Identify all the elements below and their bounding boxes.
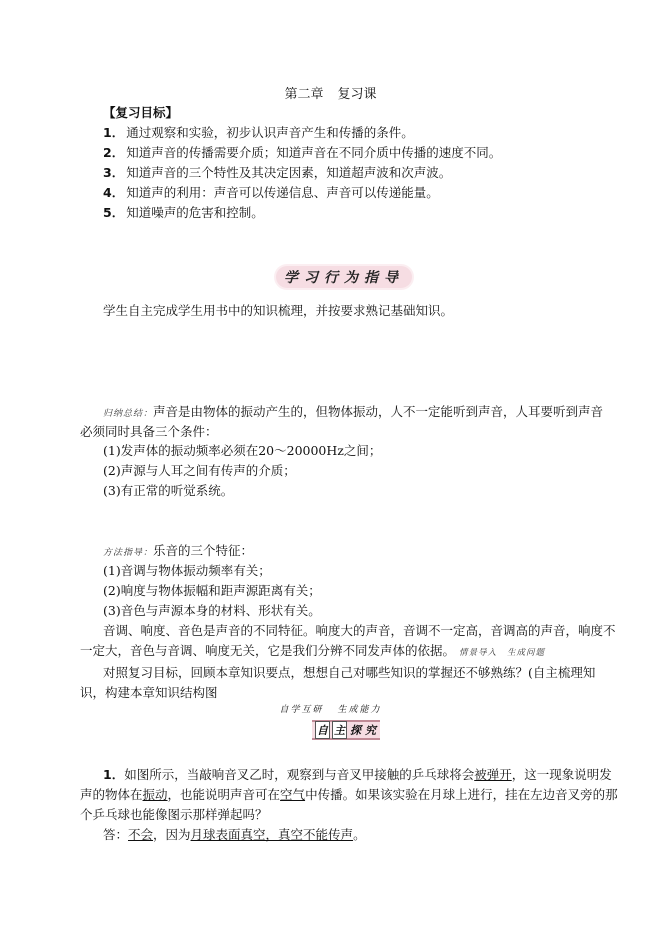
intro-text: 学生自主完成学生用书中的知识梳理，并按要求熟记基础知识。 [103, 303, 454, 318]
chapter-label: 第二章 [284, 87, 324, 102]
answer-blank: 月球表面真空，真空不能传声 [190, 827, 354, 842]
review-line-2: 识，构建本章知识结构图 [80, 685, 218, 700]
answer-line: 答：不会，因为月球表面真空，真空不能传声。 [103, 827, 366, 842]
page-title [0, 83, 661, 102]
method-label: 方法指导： [103, 548, 154, 558]
method-item: (1)音调与物体振动频率有关； [103, 563, 271, 578]
method-title: 方法指导：乐音的三个特征： [103, 543, 254, 558]
method-item: (3)音色与声源本身的材料、形状有关。 [103, 603, 321, 618]
summary-condition: (1)发声体的振动频率必须在20～20000Hz之间； [103, 443, 382, 458]
summary-line-1: 归纳总结：声音是由物体的振动产生的，但物体振动，人不一定能听到声音，人耳要听到声音 [103, 404, 604, 419]
answer-blank: 空气 [280, 787, 306, 802]
self-study-tag: 自 主 探 究 [312, 720, 380, 740]
answer-blank: 不会 [128, 827, 154, 842]
objective-item: 5． 知道噪声的危害和控制。 [103, 205, 264, 220]
objective-item: 1． 通过观察和实验，初步认识声音产生和传播的条件。 [103, 125, 414, 140]
review-line-1: 对照复习目标，回顾本章知识要点，想想自己对哪些知识的掌握还不够熟练？(自主梳理知 [103, 665, 596, 680]
method-paragraph-1: 音调、响度、音色是声音的不同特征。响度大的声音，音调不一定高，音调高的声音，响度不 [103, 623, 616, 638]
inline-label: 情景导入 [459, 648, 498, 658]
method-paragraph-2: 一定大，音色与音调、响度无关，它是我们分辨不同发声体的依据。 情景导入 生成问题 [80, 643, 546, 658]
section-label: 自学互研 生成能力 [279, 705, 382, 715]
answer-blank: 被弹开 [474, 767, 512, 782]
objective-item: 3． 知道声音的三个特性及其决定因素，知道超声波和次声波。 [103, 165, 452, 180]
objective-item: 4． 知道声的利用：声音可以传递信息、声音可以传递能量。 [103, 185, 439, 200]
lesson-label: 复习课 [337, 87, 377, 102]
summary-label: 归纳总结： [103, 409, 154, 419]
summary-line-2: 必须同时具备三个条件： [80, 424, 218, 439]
method-item: (2)响度与物体振幅和距声源距离有关； [103, 583, 321, 598]
question-line-1: 1．如图所示，当敲响音叉乙时，观察到与音叉甲接触的乒乓球将会被弹开，这一现象说明发 [103, 767, 612, 782]
inline-label: 生成问题 [507, 648, 546, 658]
question-line-3: 个乒乓球也能像图示那样弹起吗？ [80, 807, 268, 822]
objective-item: 2． 知道声音的传播需要介质；知道声音在不同介质中传播的速度不同。 [103, 145, 502, 160]
question-line-2: 声的物体在振动，也能说明声音可在空气中传播。如果该实验在月球上进行，挂在左边音叉旁的那 [80, 787, 618, 802]
objectives-heading: 【复习目标】 [103, 105, 179, 120]
answer-blank: 振动 [142, 787, 168, 802]
guidance-banner: 学习行为指导 [276, 266, 412, 288]
summary-condition: (2)声源与人耳之间有传声的介质； [103, 463, 296, 478]
summary-condition: (3)有正常的听觉系统。 [103, 483, 234, 498]
